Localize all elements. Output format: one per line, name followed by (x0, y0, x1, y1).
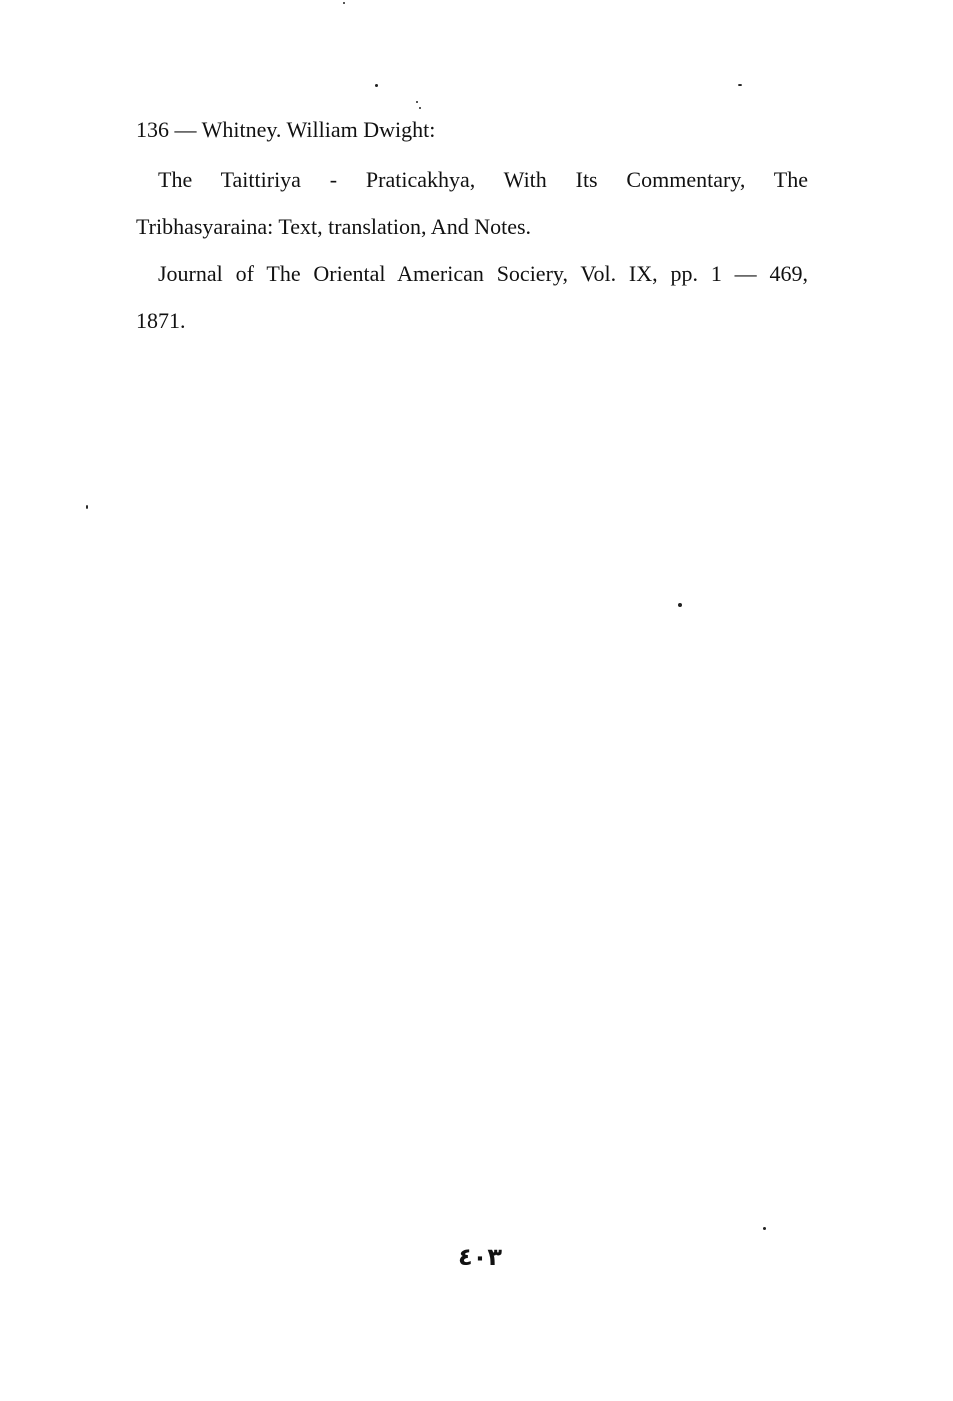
scan-speck (763, 1227, 766, 1230)
entry-heading: 136 — Whitney. William Dwight: (136, 117, 436, 142)
scan-speck (375, 84, 378, 87)
scan-speck (416, 101, 418, 103)
entry-title-line-2: Tribhasyaraina: Text, translation, And Notes. (136, 214, 532, 239)
scan-speck (738, 84, 742, 86)
scan-speck (343, 2, 345, 4)
entry-journal-line-2: 1871. (136, 308, 186, 333)
scan-speck (678, 603, 682, 607)
page-number: ٤٠٣ (458, 1243, 502, 1271)
entry-journal-line-1: Journal of The Oriental American Sociery, Vol. IX, pp. 1 — 469, (158, 261, 808, 286)
scan-speck (86, 505, 88, 509)
entry-title-line-1: The Taittiriya - Praticakhya, With Its Commentary, The (158, 167, 808, 192)
scan-speck (419, 107, 421, 109)
